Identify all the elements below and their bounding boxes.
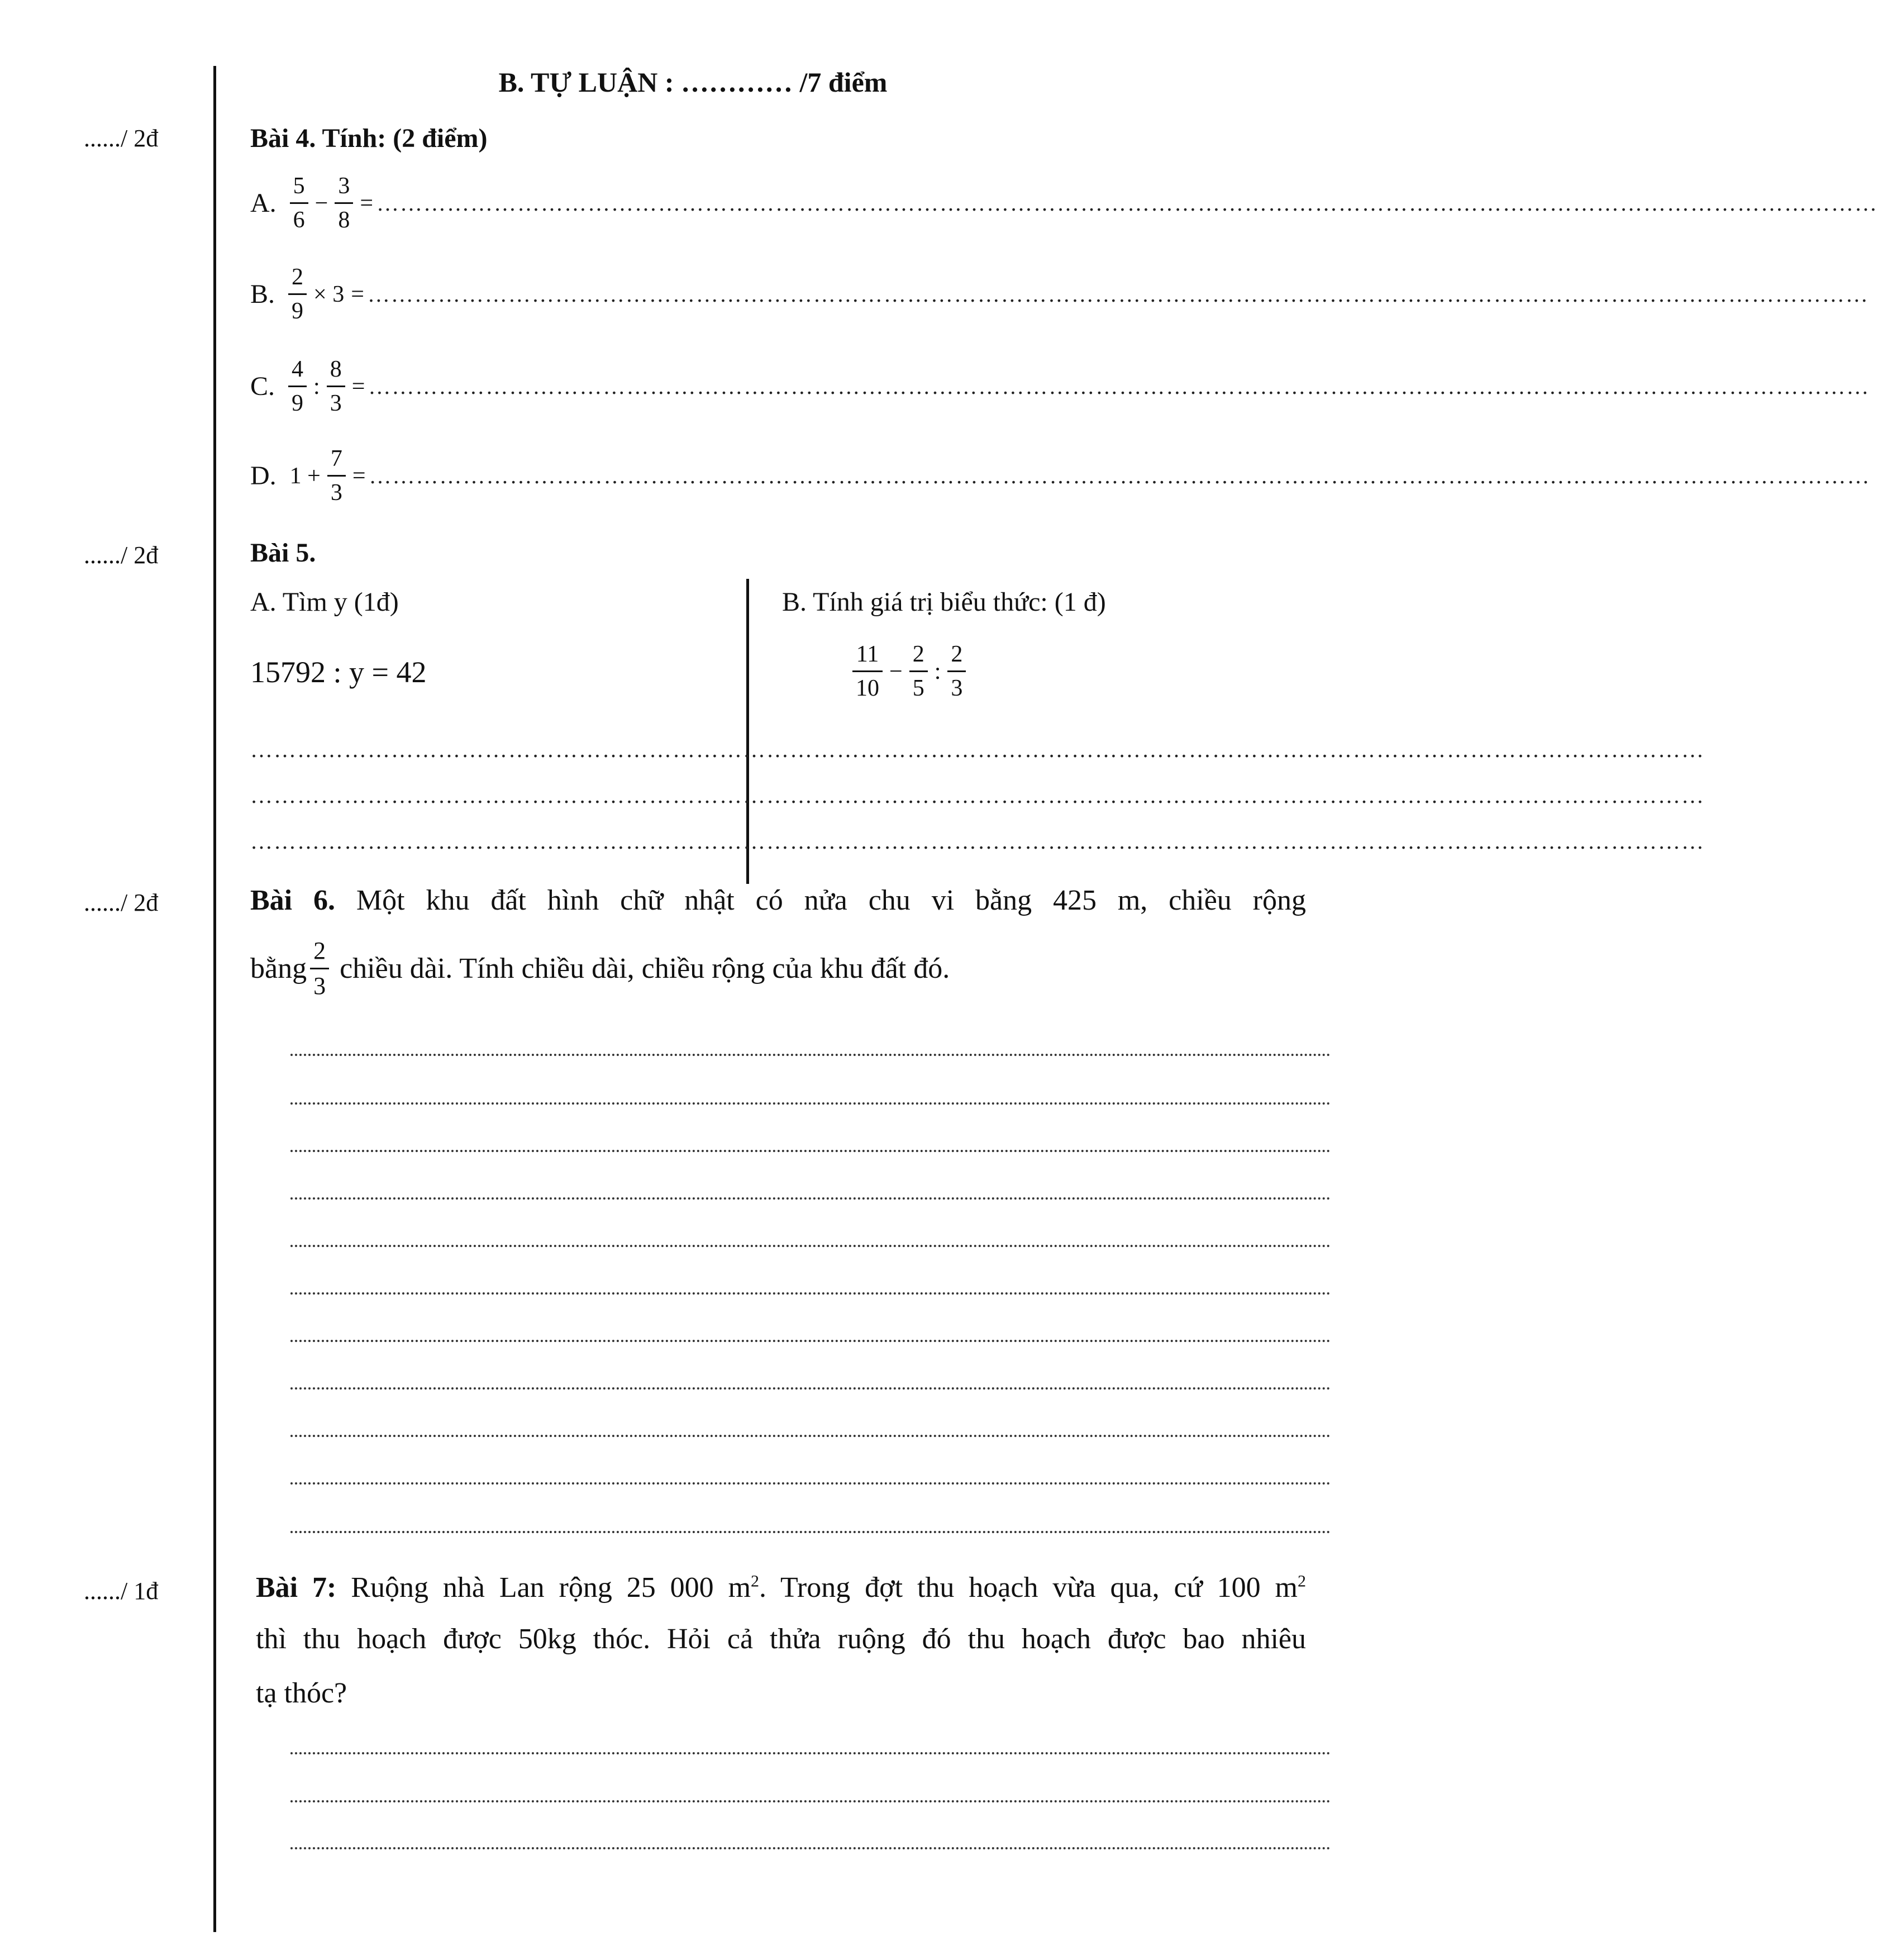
answer-line: [290, 1531, 1331, 1533]
denominator: 3: [951, 675, 963, 701]
denominator: 6: [293, 207, 305, 233]
item-letter: D.: [250, 461, 277, 491]
denominator: 3: [330, 480, 342, 506]
bai5-answer-line: ……………………………………………………………………………………………………………………………………………………………………: [250, 829, 1705, 854]
bai6-text: Một khu đất hình chữ nhật có nửa chu vi bằng 425 m, chiều rộng: [335, 884, 1306, 916]
answer-blank: …………………………………………………………………………………………………………………………………………………………………………: [376, 191, 1878, 216]
denominator: 9: [292, 298, 304, 324]
answer-line: [290, 1847, 1331, 1849]
fraction: [327, 358, 345, 415]
bai5-part-b-title: B. Tính giá trị biểu thức: (1 đ): [782, 587, 1106, 617]
numerator: 11: [856, 641, 879, 667]
answer-line: [290, 1102, 1331, 1105]
bai6-text: chiều dài. Tính chiều dài, chiều rộng của khu đất đó.: [332, 953, 950, 984]
answer-blank: …………………………………………………………………………………………………………………………………………………………………………: [369, 463, 1871, 488]
numerator: 5: [293, 173, 305, 199]
numerator: 2: [951, 641, 963, 667]
score-bai5: ....../ 2đ: [84, 541, 159, 569]
bai5-answer-line: ……………………………………………………………………………………………………………………………………………………………………: [250, 783, 1705, 808]
numerator: 4: [292, 356, 304, 382]
operator: × 3: [313, 281, 345, 307]
answer-line: [290, 1340, 1331, 1342]
denominator: 5: [912, 675, 924, 701]
denominator: 10: [856, 675, 879, 701]
numerator: 2: [313, 937, 326, 964]
bai5-expression: [849, 643, 969, 700]
item-letter: C.: [250, 372, 275, 401]
bai6-line-1: [250, 886, 1306, 915]
score-bai4: ....../ 2đ: [84, 125, 159, 152]
numerator: 2: [292, 264, 304, 290]
bai4-item-b: [250, 264, 1869, 324]
numerator: 2: [912, 641, 924, 667]
bai7-line-1: [256, 1573, 1306, 1602]
bai7-text: Ruộng nhà Lan rộng 25 000 m: [336, 1572, 751, 1604]
bai7-line-2: thì thu hoạch được 50kg thóc. Hỏi cả thửa ruộng đó thu hoạch được bao nhiêu: [256, 1623, 1306, 1655]
operator: −: [314, 190, 328, 216]
denominator: 3: [330, 391, 342, 416]
denominator: 9: [292, 391, 304, 416]
operator: :: [313, 373, 320, 399]
section-title: B. TỰ LUẬN : ………… /7 điểm: [498, 66, 888, 98]
bai5-answer-line: ……………………………………………………………………………………………………………………………………………………………………: [250, 737, 1705, 762]
score-bai7: ....../ 1đ: [84, 1577, 159, 1605]
fraction: [909, 643, 928, 700]
bai4-item-c: [250, 356, 1870, 416]
score-bai6: ....../ 2đ: [84, 889, 159, 916]
bai4-item-d: [250, 446, 1871, 506]
bai4-title: Tính: (2 điểm): [316, 123, 488, 153]
margin-line: [213, 66, 216, 1932]
answer-line: [290, 1387, 1331, 1390]
bai7-label: Bài 7:: [256, 1572, 337, 1604]
bai5-equation: 15792 : y = 42: [250, 655, 427, 689]
equals: =: [351, 373, 365, 399]
denominator: 8: [338, 207, 350, 233]
answer-line: [290, 1800, 1331, 1802]
bai5-part-a-title: A. Tìm y (1đ): [250, 587, 399, 617]
bai4-label: Bài 4.: [250, 123, 316, 153]
answer-line: [290, 1245, 1331, 1247]
item-letter: A.: [250, 188, 277, 218]
operator: :: [934, 658, 941, 684]
answer-line: [290, 1292, 1331, 1295]
bai6-text: bằng: [250, 953, 307, 984]
bai6-line-2: [250, 939, 950, 998]
operator: −: [889, 658, 903, 684]
bai4-heading: [250, 123, 488, 154]
fraction: [335, 174, 353, 232]
equals: =: [352, 463, 366, 489]
fraction: [327, 447, 346, 505]
bai6-label: Bài 6.: [250, 884, 336, 916]
superscript: 2: [751, 1572, 760, 1591]
answer-blank: …………………………………………………………………………………………………………………………………………………………………………: [368, 374, 1870, 399]
bai7-text: . Trong đợt thu hoạch vừa qua, cứ 100 m: [759, 1572, 1298, 1604]
answer-line: [290, 1482, 1331, 1485]
equals: =: [360, 190, 374, 216]
answer-line: [290, 1435, 1331, 1437]
answer-line: [290, 1054, 1331, 1056]
fraction: [290, 174, 308, 232]
prefix: 1 +: [289, 463, 321, 489]
fraction: [288, 358, 307, 415]
numerator: 8: [330, 356, 342, 382]
answer-line: [290, 1197, 1331, 1200]
numerator: 3: [338, 173, 350, 199]
answer-line: [290, 1752, 1331, 1754]
denominator: 3: [313, 972, 326, 1000]
fraction: [947, 643, 966, 700]
bai7-line-3: tạ thóc?: [256, 1677, 347, 1709]
bai5-heading: Bài 5.: [250, 538, 316, 568]
item-letter: B.: [250, 279, 275, 309]
bai4-item-a: [250, 173, 1878, 233]
fraction: [310, 939, 329, 998]
fraction: [288, 265, 307, 323]
equals: =: [351, 281, 364, 307]
fraction: [852, 643, 883, 700]
answer-blank: …………………………………………………………………………………………………………………………………………………………………………: [367, 282, 1869, 307]
superscript: 2: [1298, 1572, 1307, 1591]
numerator: 7: [330, 446, 342, 472]
answer-line: [290, 1150, 1331, 1152]
